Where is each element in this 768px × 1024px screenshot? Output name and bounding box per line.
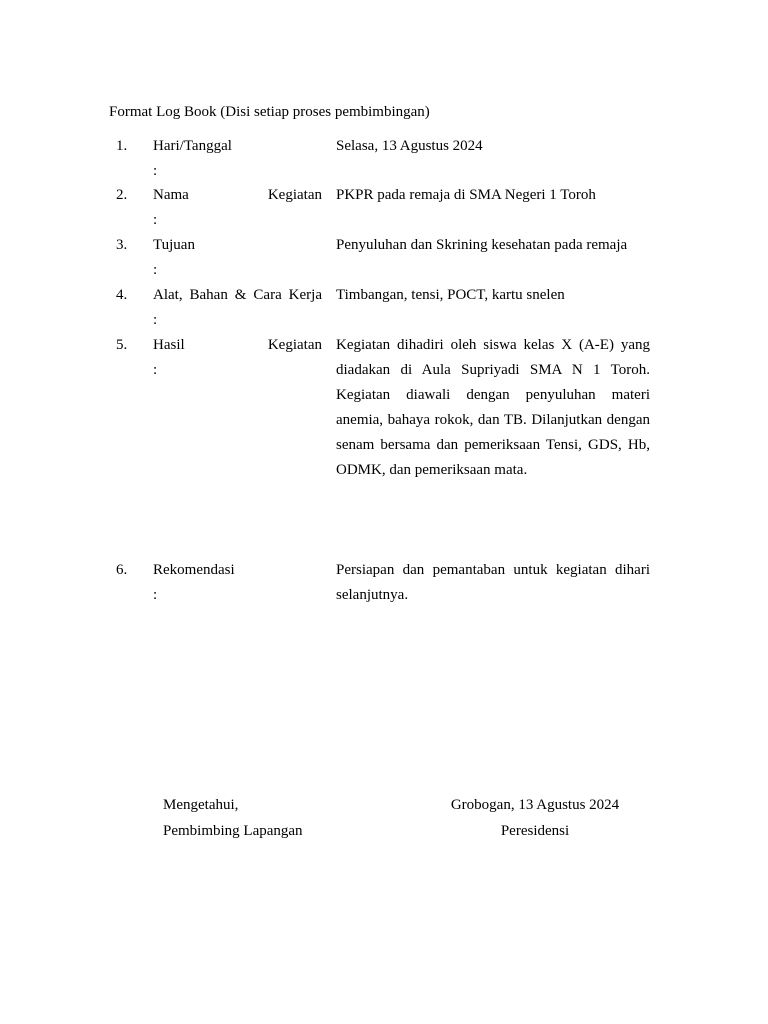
item-number: 3. — [116, 237, 128, 253]
item-colon: : — [153, 362, 158, 378]
signature-right-line2: Peresidensi — [500, 823, 570, 839]
item-label-text: Nama Kegiatan — [153, 187, 322, 203]
item-value: Persiapan dan pemantaban untuk kegiatan dihari selanjutnya. — [336, 562, 650, 603]
item-colon: : — [153, 212, 158, 228]
item-label-text: Hari/Tanggal — [153, 138, 232, 154]
item-number: 6. — [116, 562, 128, 578]
item-value: Kegiatan dihadiri oleh siswa kelas X (A-E) yang diadakan di Aula Supriyadi SMA N 1 Toroh. Kegiatan diawali dengan penyuluhan materi anemia, bahaya rokok, dan TB. Dilanjutkan dengan senam bersama dan pemeriksaan Tensi, GDS, Hb, ODMK, dan pemeriksaan mata. — [336, 337, 650, 478]
item-number: 2. — [116, 187, 128, 203]
item-label-text: Rekomendasi — [153, 562, 235, 578]
item-number: 4. — [116, 287, 128, 303]
document-title: Format Log Book (Disi setiap proses pembimbingan) — [109, 104, 430, 120]
item-label — [153, 183, 322, 233]
item-label-text: Hasil Kegiatan — [153, 337, 322, 353]
item-value: Penyuluhan dan Skrining kesehatan pada remaja — [336, 237, 628, 253]
item-number: 5. — [116, 337, 128, 353]
signature-left — [163, 792, 303, 844]
item-number: 1. — [116, 138, 128, 154]
item-colon: : — [153, 262, 158, 278]
item-label — [153, 134, 322, 184]
signature-right — [445, 792, 625, 844]
item-colon: : — [153, 163, 158, 179]
item-label-text: Alat, Bahan & Cara Kerja — [153, 287, 322, 303]
item-value: Selasa, 13 Agustus 2024 — [336, 138, 483, 154]
item-label — [153, 283, 322, 333]
item-label — [153, 558, 322, 608]
item-value: PKPR pada remaja di SMA Negeri 1 Toroh — [336, 187, 596, 203]
item-colon: : — [153, 587, 158, 603]
item-value: Timbangan, tensi, POCT, kartu snelen — [336, 287, 565, 303]
item-label — [153, 233, 322, 283]
item-label — [153, 333, 322, 383]
signature-left-line1: Mengetahui, — [163, 797, 239, 813]
signature-right-line1: Grobogan, 13 Agustus 2024 — [450, 797, 620, 813]
item-colon: : — [153, 312, 158, 328]
item-label-text: Tujuan — [153, 237, 195, 253]
signature-left-line2: Pembimbing Lapangan — [163, 823, 303, 839]
